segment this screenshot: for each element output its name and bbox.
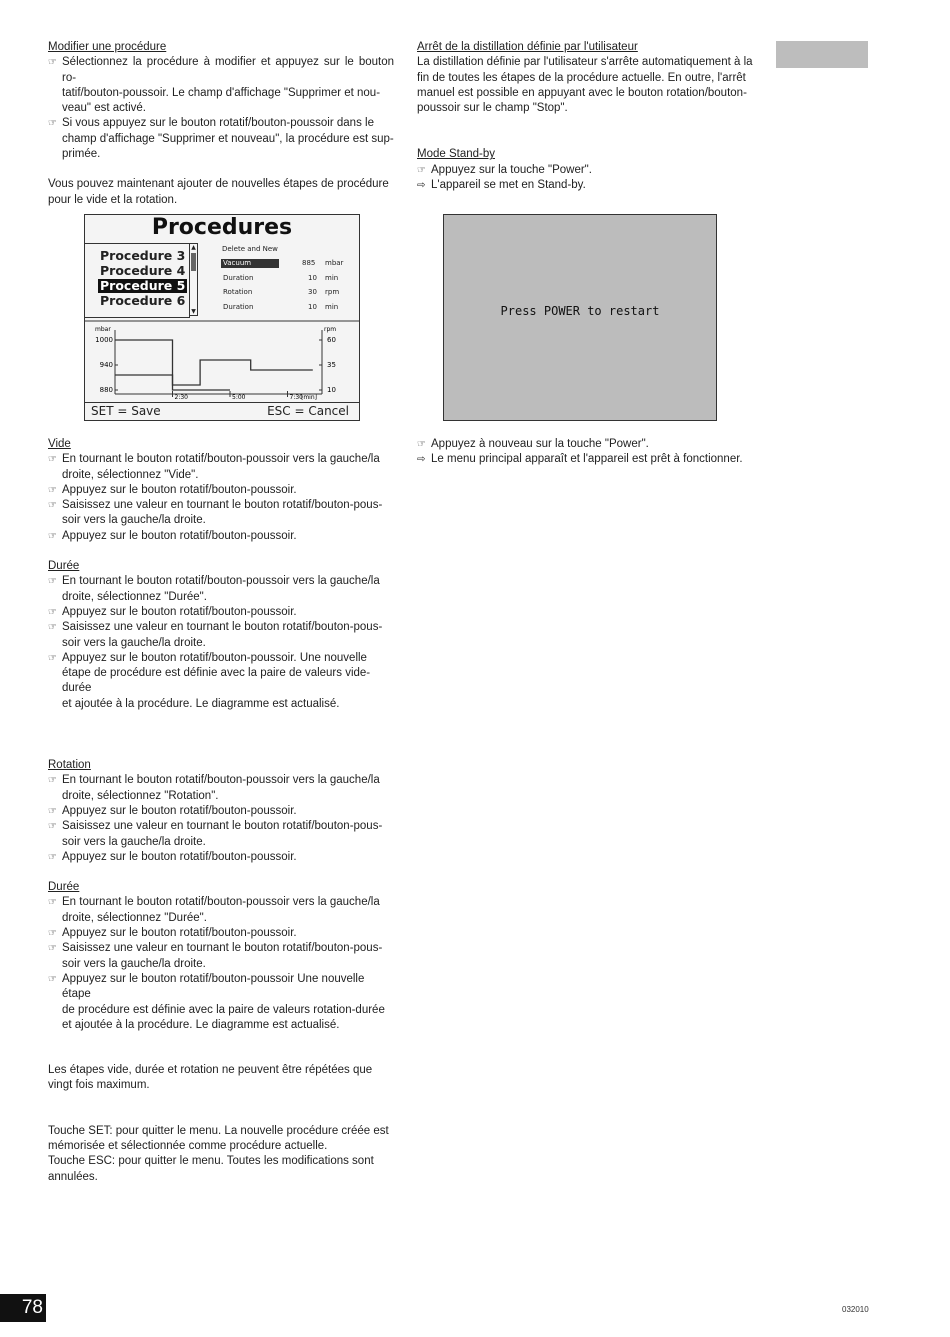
text-line: Les étapes vide, durée et rotation ne peuvent être répétées que (48, 1064, 373, 1077)
rotation-series-line (115, 360, 313, 385)
pointing-hand-icon: ☞ (48, 821, 57, 833)
text-line: soir vers la gauche/la droite. (62, 514, 206, 527)
param-unit: rpm (325, 288, 340, 296)
pointing-hand-icon: ☞ (48, 851, 57, 863)
text-line: Sélectionnez la procédure à modifier et appuyez sur le bouton ro- (62, 56, 394, 84)
text-line: étape de procédure est définie avec la paire de valeurs vide-durée (62, 667, 371, 695)
x-tick-label: 7:30 (289, 394, 303, 401)
text-line: Saisissez une valeur en tournant le bouton rotatif/bouton-pous- (62, 621, 383, 634)
procedure-list-item[interactable]: Procedure 3 (100, 248, 186, 263)
text-line: Appuyez sur le bouton rotatif/bouton-poussoir. (62, 804, 297, 817)
scroll-down-arrow-icon[interactable]: ▼ (191, 308, 196, 315)
procedure-list-item-selected[interactable]: Procedure 5 (100, 278, 186, 293)
procedures-lcd-screen (84, 214, 360, 421)
text-line: Saisissez une valeur en tournant le bouton rotatif/bouton-pous- (62, 820, 383, 833)
text-line: Appuyez sur le bouton rotatif/bouton-poussoir. (62, 605, 297, 618)
param-value[interactable]: 30 (308, 288, 317, 296)
text-line: veau" est activé. (62, 102, 146, 115)
left-tick-label: 880 (99, 386, 113, 394)
pointing-hand-icon: ☞ (48, 897, 57, 909)
pointing-hand-icon: ☞ (48, 454, 57, 466)
scroll-thumb[interactable] (191, 253, 196, 271)
pointing-hand-icon: ☞ (48, 500, 57, 512)
text-line: Saisissez une valeur en tournant le bouton rotatif/bouton-pous- (62, 942, 383, 955)
param-name[interactable]: Rotation (223, 288, 253, 296)
text-line: Vous pouvez maintenant ajouter de nouvelles étapes de procédure (48, 178, 389, 191)
params-header[interactable]: Delete and New (222, 245, 278, 253)
procedure-chart (85, 318, 359, 402)
pointing-hand-icon: ☞ (48, 943, 57, 955)
left-tick-label: 1000 (95, 336, 113, 344)
esc-cancel-label[interactable]: ESC = Cancel (267, 404, 349, 418)
text-line: La distillation définie par l'utilisateur s'arrête automatiquement à la (417, 56, 753, 69)
text-line: et ajoutée à la procédure. Le diagramme est actualisé. (62, 1018, 340, 1031)
section-heading-duree: Durée (48, 881, 80, 894)
param-name[interactable]: Duration (223, 274, 254, 282)
text-line: pour le vide et la rotation. (48, 193, 178, 206)
param-name-highlighted[interactable]: Vacuum (221, 259, 279, 268)
text-line: fin de toutes les étapes de la procédure actuelle. En outre, l'arrêt (417, 71, 746, 84)
right-tick-label: 35 (327, 361, 336, 369)
paragraph (48, 177, 394, 208)
paragraph (48, 1063, 394, 1094)
x-tick-label: 2:30 (174, 394, 188, 401)
text-line: En tournant le bouton rotatif/bouton-poussoir vers la gauche/la (62, 453, 380, 466)
text-line: Si vous appuyez sur le bouton rotatif/bouton-poussoir dans le (62, 117, 374, 130)
text-line: Appuyez sur la touche "Power". (431, 163, 592, 176)
text-line: soir vers la gauche/la droite. (62, 835, 206, 848)
left-axis-unit: mbar (95, 326, 111, 333)
standby-lcd-screen (443, 214, 717, 421)
paragraph (48, 1124, 394, 1185)
text-line: Appuyez sur le bouton rotatif/bouton-poussoir Une nouvelle étape (62, 972, 365, 1001)
section-heading-rotation: Rotation (48, 759, 91, 772)
text-line: Touche SET: pour quitter le menu. La nouvelle procédure créée est (48, 1124, 389, 1137)
section-heading-duree: Durée (48, 560, 80, 573)
text-line: Touche ESC: pour quitter le menu. Toutes les modifications sont (48, 1155, 374, 1168)
pointing-hand-icon: ☞ (48, 622, 57, 634)
set-save-label[interactable]: SET = Save (91, 404, 161, 418)
text-line: Le menu principal apparaît et l'appareil est prêt à fonctionner. (431, 453, 743, 466)
text-line: Saisissez une valeur en tournant le bouton rotatif/bouton-pous- (62, 499, 383, 512)
text-line: Appuyez sur le bouton rotatif/bouton-poussoir. (62, 927, 297, 940)
scrollbar[interactable] (189, 243, 198, 316)
text-line: de procédure est définie avec la paire de valeurs rotation-durée (62, 1003, 385, 1016)
text-line: Appuyez sur le bouton rotatif/bouton-poussoir. Une nouvelle (62, 651, 367, 664)
procedure-list-item[interactable]: Procedure 6 (100, 293, 186, 308)
procedure-list-item[interactable]: Procedure 4 (100, 263, 186, 278)
text-line: Appuyez à nouveau sur la touche "Power". (431, 438, 649, 450)
param-name[interactable]: Duration (223, 303, 254, 311)
text-line: soir vers la gauche/la droite. (62, 636, 206, 649)
text-line: soir vers la gauche/la droite. (62, 957, 206, 970)
pointing-hand-icon: ☞ (417, 164, 426, 176)
pointing-hand-icon: ☞ (48, 118, 57, 130)
pointing-hand-icon: ☞ (48, 775, 57, 787)
text-line: champ d'affichage "Supprimer et nouveau", la procédure est sup- (62, 132, 394, 145)
section-tab-marker (776, 41, 868, 68)
param-unit: min (325, 274, 339, 282)
pointing-hand-icon: ☞ (48, 973, 57, 985)
pointing-hand-icon: ☞ (48, 652, 57, 664)
lcd-footer (85, 402, 359, 420)
scroll-up-arrow-icon[interactable]: ▲ (191, 244, 196, 251)
page-number: 78 (0, 1294, 46, 1322)
right-axis-unit: rpm (324, 326, 337, 333)
text-line: tatif/bouton-poussoir. Le champ d'affichage "Supprimer et nou- (62, 86, 381, 99)
pointing-hand-icon: ☞ (48, 805, 57, 817)
text-line: poussoir sur le champ "Stop". (417, 102, 568, 115)
pointing-hand-icon: ☞ (48, 928, 57, 940)
text-line: droite, sélectionnez "Durée". (62, 911, 207, 924)
pointing-hand-icon: ☞ (48, 57, 57, 69)
right-column (417, 40, 763, 193)
procedure-list (85, 243, 190, 318)
text-line: mémorisée et sélectionnée comme procédure actuelle. (48, 1139, 328, 1152)
param-value[interactable]: 885 (302, 259, 316, 267)
pointing-hand-icon: ☞ (48, 484, 57, 496)
left-column-lower (48, 437, 394, 1185)
text-line: vingt fois maximum. (48, 1079, 150, 1092)
text-line: En tournant le bouton rotatif/bouton-poussoir vers la gauche/la (62, 575, 380, 588)
right-tick-label: 10 (327, 386, 336, 394)
text-line: Appuyez sur le bouton rotatif/bouton-poussoir. (62, 529, 297, 542)
text-line: droite, sélectionnez "Durée". (62, 590, 207, 603)
section-heading-modifier: Modifier une procédure (48, 41, 167, 53)
pointing-hand-icon: ☞ (417, 439, 426, 450)
text-line: manuel est possible en appuyant avec le bouton rotation/bouton- (417, 86, 747, 99)
pointing-hand-icon: ☞ (48, 576, 57, 588)
text-line: Appuyez sur le bouton rotatif/bouton-poussoir. (62, 850, 297, 863)
pointing-hand-icon: ☞ (48, 530, 57, 542)
text-line: annulées. (48, 1170, 98, 1183)
text-line: En tournant le bouton rotatif/bouton-poussoir vers la gauche/la (62, 774, 380, 787)
text-line: et ajoutée à la procédure. Le diagramme est actualisé. (62, 697, 340, 710)
param-name[interactable] (221, 259, 281, 268)
param-value[interactable]: 10 (308, 274, 317, 282)
text-line: En tournant le bouton rotatif/bouton-poussoir vers la gauche/la (62, 896, 380, 909)
left-tick-label: 940 (99, 361, 113, 369)
right-tick-label: 60 (327, 336, 336, 344)
arrow-right-icon: ⇨ (417, 180, 426, 192)
section-heading-standby: Mode Stand-by (417, 148, 495, 161)
document-code: 032010 (842, 1305, 869, 1314)
param-unit: min (325, 303, 339, 311)
lcd-title: Procedures (151, 215, 293, 240)
param-unit: mbar (325, 259, 344, 267)
x-tick-label: 5:00 (232, 394, 246, 401)
left-column (48, 40, 394, 208)
pointing-hand-icon: ☞ (48, 606, 57, 618)
param-value[interactable]: 10 (308, 303, 317, 311)
text-line: Appuyez sur le bouton rotatif/bouton-poussoir. (62, 483, 297, 496)
restart-message: Press POWER to restart (500, 304, 660, 318)
text-line: droite, sélectionnez "Vide". (62, 468, 199, 481)
section-heading-arret: Arrêt de la distillation définie par l'utilisateur (417, 41, 638, 53)
text-line: droite, sélectionnez "Rotation". (62, 789, 219, 802)
text-line: primée. (62, 148, 101, 161)
arrow-right-icon: ⇨ (417, 454, 426, 466)
right-column-lower (417, 437, 763, 468)
section-heading-vide: Vide (48, 438, 71, 450)
text-line: L'appareil se met en Stand-by. (431, 179, 586, 192)
x-axis-unit: [min] (301, 394, 317, 401)
